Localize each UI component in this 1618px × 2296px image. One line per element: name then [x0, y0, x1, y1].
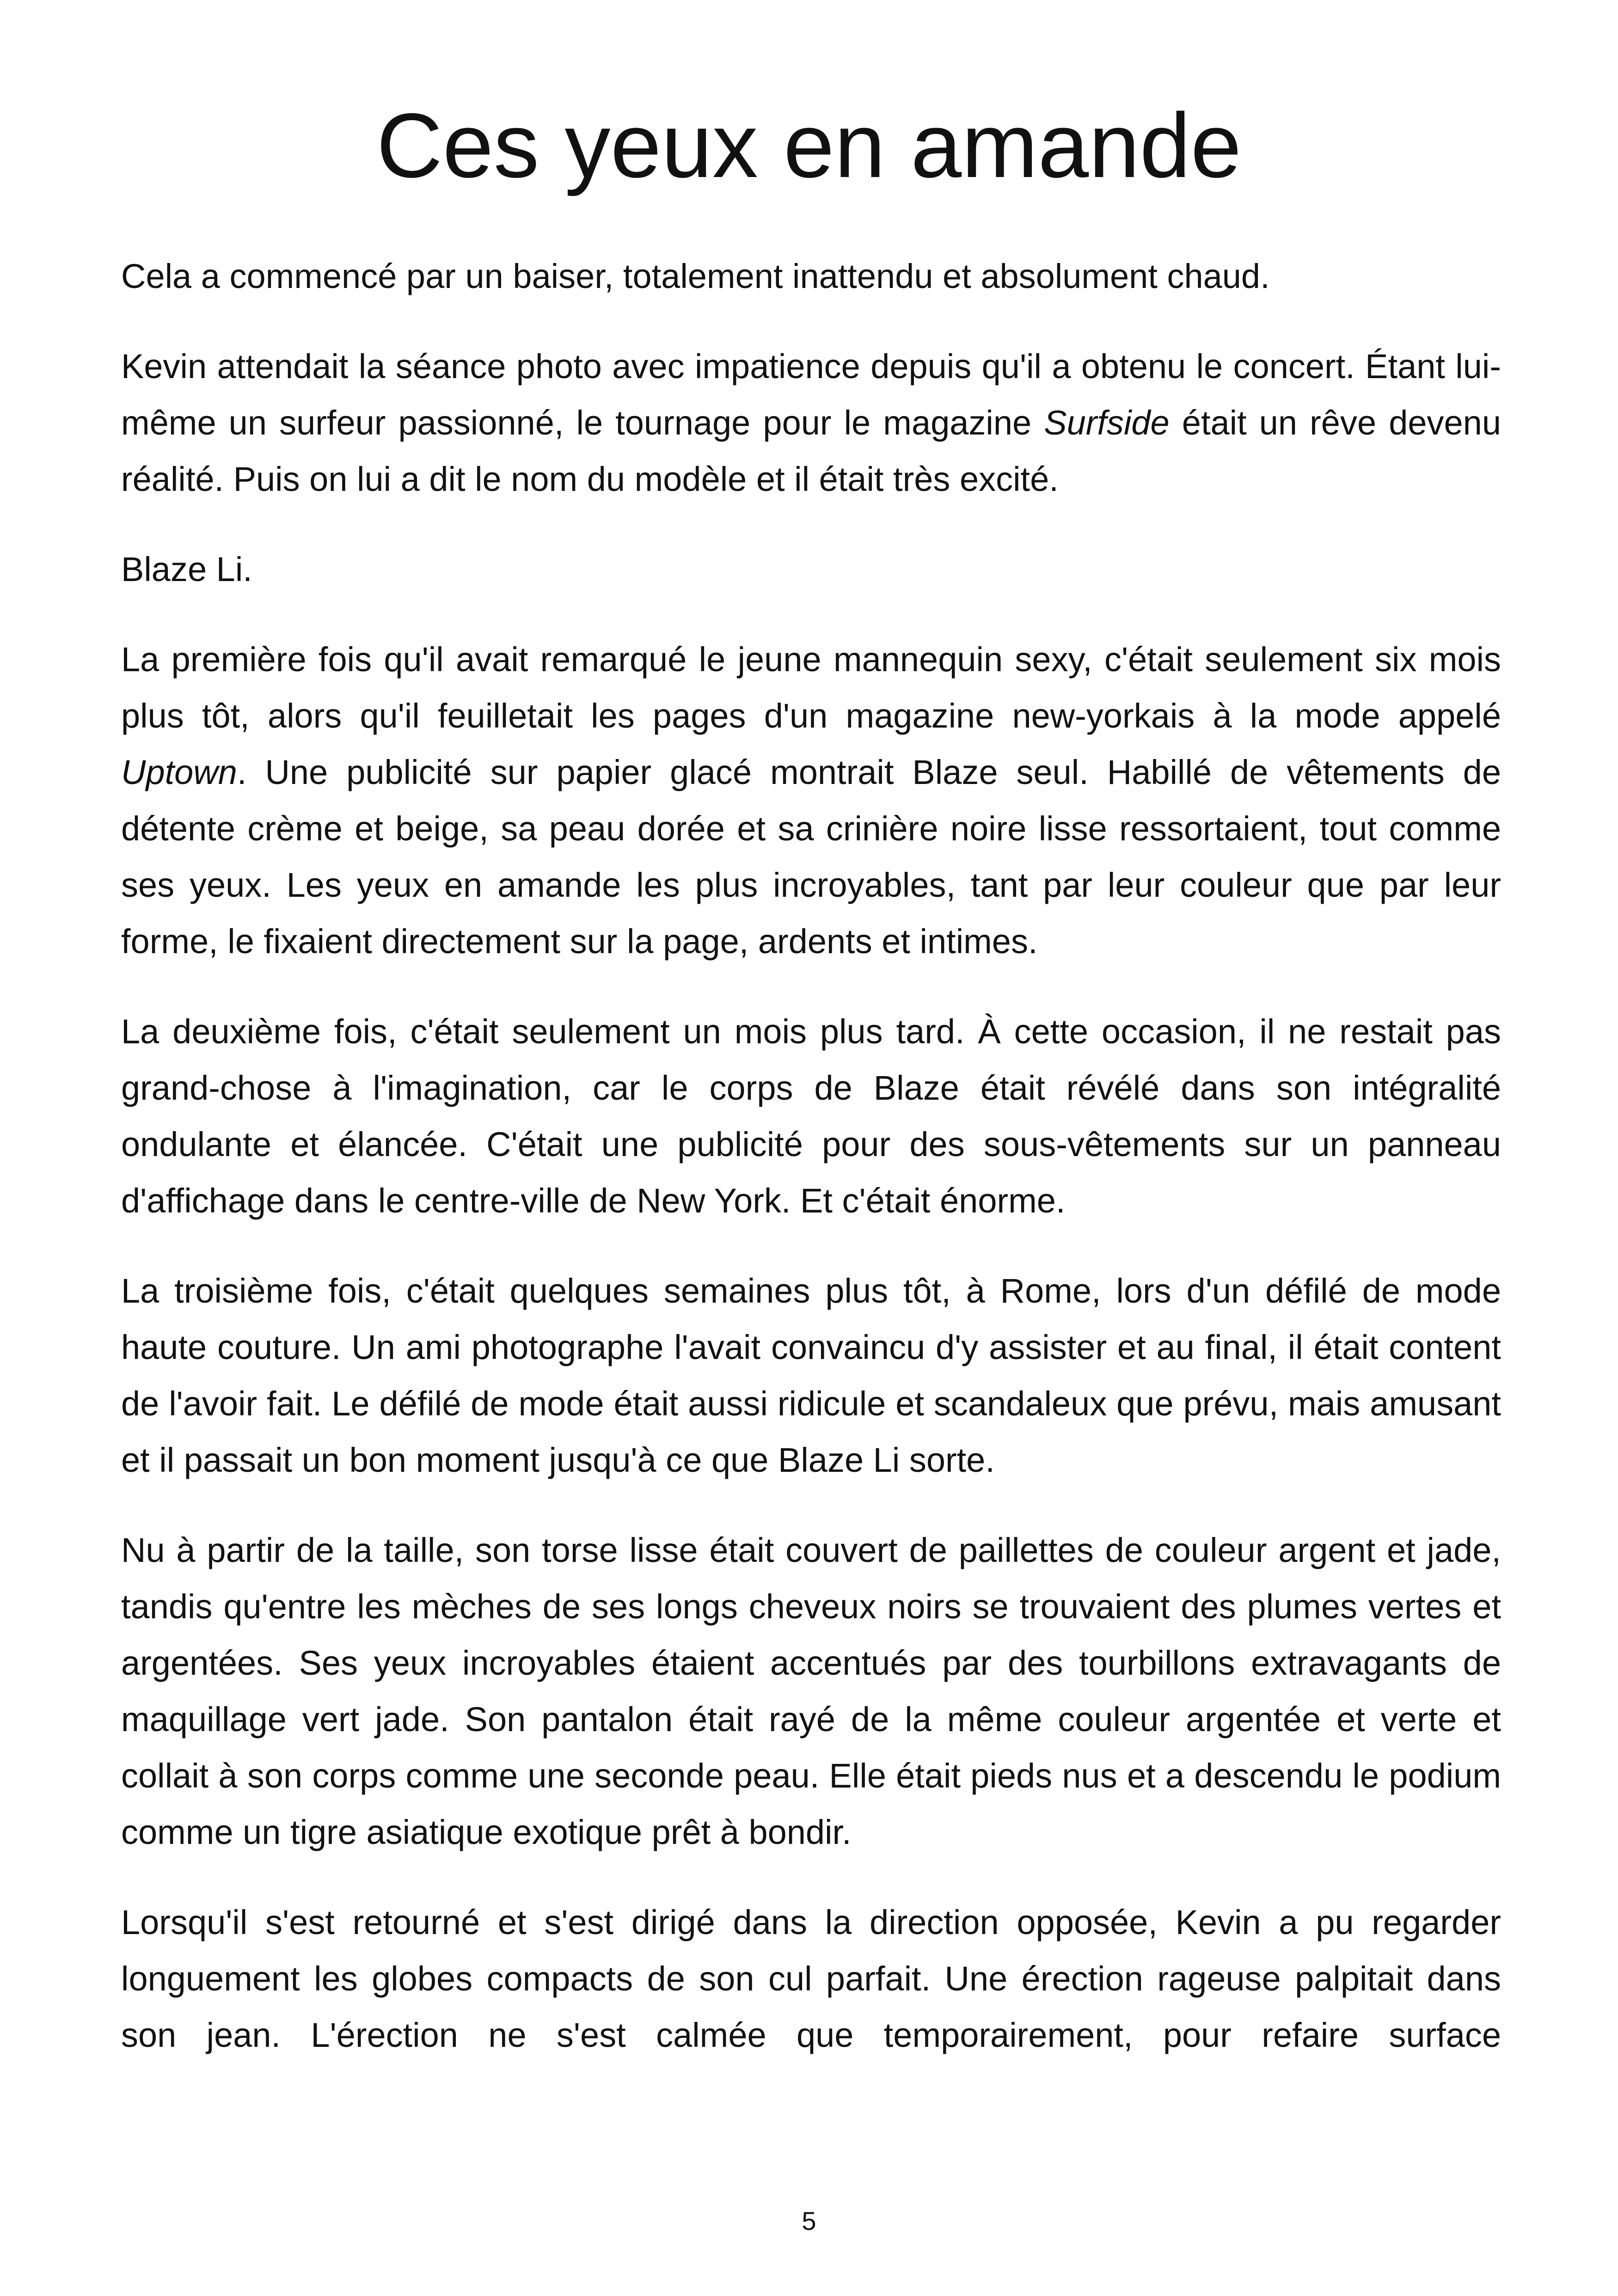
paragraph-text: était un rêve devenu réalité. Puis on lui a dit le nom du modèle et il était très excité. — [121, 404, 1501, 498]
paragraph-text: La deuxième fois, c'était seulement un mois plus tard. À cette occasion, il ne restait pas grand-chose à l'imagination, car le corps de Blaze était révélé dans son intégralité ondulante et élancée. C'était une publicité pour des sous-vêtements sur un panneau d'affichage dans le centre-ville de New York. Et c'était énorme. — [121, 1012, 1501, 1220]
paragraph-5 — [121, 1004, 1501, 1229]
page-number: 5 — [802, 2206, 816, 2235]
paragraph-text: Nu à partir de la taille, son torse lisse était couvert de paillettes de couleur argent et jade, tandis qu'entre les mèches de ses longs cheveux noirs se trouvaient des plumes vertes et argentées. Ses yeux incroyables étaient accentués par des tourbillons extravagants de maquillage vert jade. Son pantalon était rayé de la même couleur argentée et verte et collait à son corps comme une seconde peau. Elle était pieds nus et a descendu le podium comme un tigre asiatique exotique prêt à bondir. — [121, 1531, 1501, 1851]
paragraph-text: Blaze Li. — [121, 550, 252, 588]
page-title: Ces yeux en amande — [376, 94, 1242, 196]
paragraph-3 — [121, 541, 1501, 598]
paragraph-1 — [121, 248, 1501, 305]
paragraph-text: La première fois qu'il avait remarqué le jeune mannequin sexy, c'était seulement six mois plus tôt, alors qu'il feuilletait les pages d'un magazine new-yorkais à la mode appelé — [121, 640, 1501, 735]
magazine-title-uptown: Uptown — [121, 753, 237, 791]
paragraph-text: Cela a commencé par un baiser, totalement inattendu et absolument chaud. — [121, 257, 1270, 295]
paragraph-text: La troisième fois, c'était quelques semaines plus tôt, à Rome, lors d'un défilé de mode haute couture. Un ami photographe l'avait convaincu d'y assister et au final, il était content de l'avoir fait. Le défilé de mode était aussi ridicule et scandaleux que prévu, mais amusant et il passait un bon moment jusqu'à ce que Blaze Li sorte. — [121, 1272, 1501, 1479]
paragraph-text: Lorsqu'il s'est retourné et s'est dirigé dans la direction opposée, Kevin a pu regarder longuement les globes compacts de son cul parfait. Une érection rageuse palpitait dans son jean. L'érection ne s'est calmée que temporairement, pour refaire surface — [121, 1903, 1501, 2054]
paragraph-2 — [121, 338, 1501, 508]
paragraph-4 — [121, 631, 1501, 970]
body-text — [121, 248, 1501, 2097]
paragraph-7 — [121, 1522, 1501, 1861]
paragraph-text: Kevin attendait la séance photo avec impatience depuis qu'il a obtenu le concert. Étant lui-même un surfeur passionné, le tournage pour le magazine — [121, 347, 1501, 442]
paragraph-8 — [121, 1894, 1501, 2063]
paragraph-text: . Une publicité sur papier glacé montrait Blaze seul. Habillé de vêtements de détente crème et beige, sa peau dorée et sa crinière noire lisse ressortaient, tout comme ses yeux. Les yeux en amande les plus incroyables, tant par leur couleur que par leur forme, le fixaient directement sur la page, ardents et intimes. — [121, 753, 1501, 961]
paragraph-6 — [121, 1263, 1501, 1488]
magazine-title-surfside: Surfside — [1044, 404, 1170, 442]
